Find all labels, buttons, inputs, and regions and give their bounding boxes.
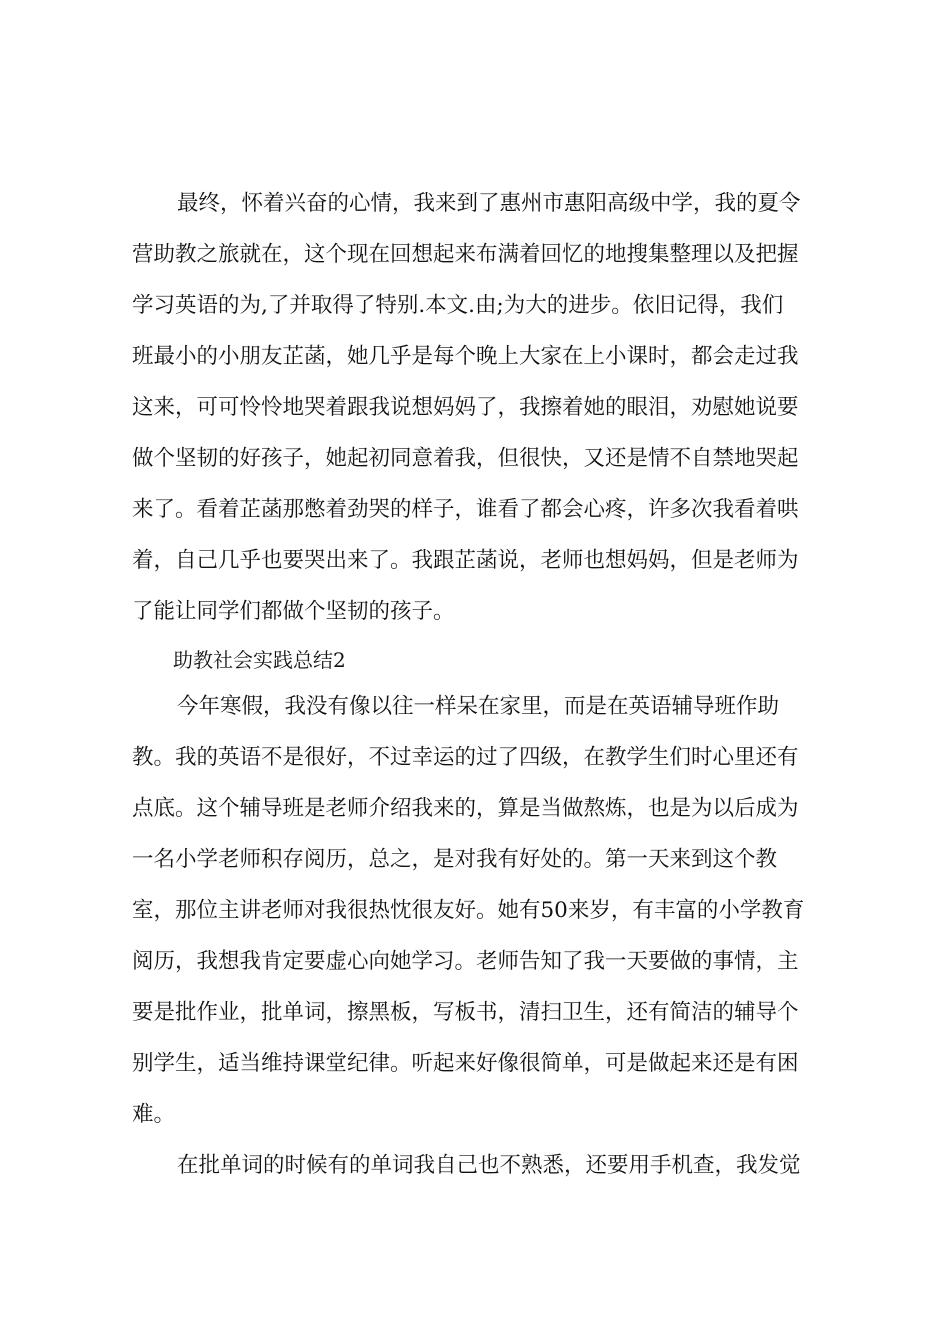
text-line: 难。: [132, 1102, 176, 1127]
text-line: 这来，可可怜怜地哭着跟我说想妈妈了，我擦着她的眼泪，劝慰她说要: [132, 395, 799, 420]
text-line: 阅历，我想我肯定要虚心向她学习。老师告知了我一天要做的事情，主: [132, 949, 799, 974]
text-line: 做个坚韧的好孩子，她起初同意着我，但很快，又还是情不自禁地哭起: [132, 446, 799, 471]
text-line: 今年寒假，我没有像以往一样呆在家里，而是在英语辅导班作助: [177, 694, 780, 719]
text-line: 室，那位主讲老师对我很热忱很友好。她有50来岁，有丰富的小学教育: [132, 898, 805, 923]
text-line: 在批单词的时候有的单词我自己也不熟悉，还要用手机查，我发觉: [177, 1153, 801, 1178]
text-line: 点底。这个辅导班是老师介绍我来的，算是当做熬炼，也是为以后成为: [132, 796, 799, 821]
text-line: 营助教之旅就在，这个现在回想起来布满着回忆的地搜集整理以及把握: [132, 242, 799, 267]
text-line: 学习英语的为,了并取得了特别.本文.由;为大的进步。依旧记得，我们: [132, 293, 784, 318]
text-line: 班最小的小朋友芷菡，她几乎是每个晚上大家在上小课时，都会走过我: [132, 344, 799, 369]
text-line: 别学生，适当维持课堂纪律。听起来好像很简单，可是做起来还是有困: [132, 1051, 799, 1076]
text-line: 着，自己几乎也要哭出来了。我跟芷菡说，老师也想妈妈，但是老师为: [132, 548, 799, 573]
section-heading: 助教社会实践总结2: [173, 648, 346, 672]
text-line: 来了。看着芷菡那憋着劲哭的样子，谁看了都会心疼，许多次我看着哄: [132, 497, 799, 522]
text-line: 一名小学老师积存阅历，总之，是对我有好处的。第一天来到这个教: [132, 847, 778, 872]
text-line: 最终，怀着兴奋的心情，我来到了惠州市惠阳高级中学，我的夏令: [177, 191, 801, 216]
text-line: 了能让同学们都做个坚韧的孩子。: [132, 599, 455, 624]
text-line: 教。我的英语不是很好，不过幸运的过了四级，在教学生们时心里还有: [132, 745, 799, 770]
text-line: 要是批作业，批单词，擦黑板，写板书，清扫卫生，还有简洁的辅导个: [132, 1000, 799, 1025]
